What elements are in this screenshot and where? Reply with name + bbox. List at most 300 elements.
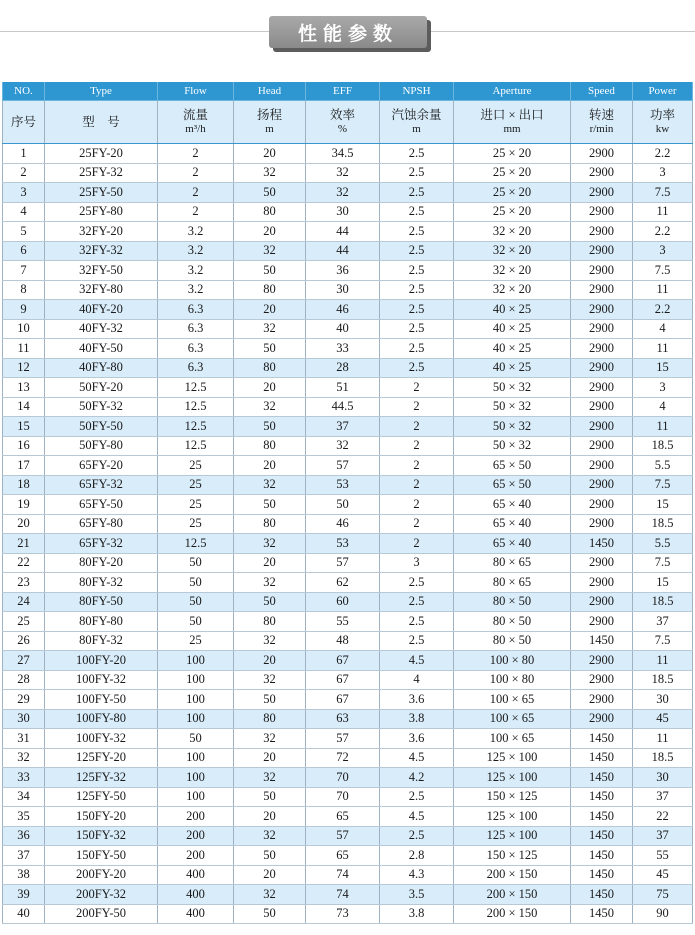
table-cell: 4.3 (380, 865, 454, 885)
table-cell: 400 (158, 885, 234, 905)
table-cell: 200 × 150 (454, 885, 571, 905)
table-cell: 2 (158, 144, 234, 164)
table-cell: 50 (234, 787, 306, 807)
table-cell: 25 (158, 514, 234, 534)
table-cell: 3.8 (380, 709, 454, 729)
table-cell: 100FY-80 (45, 709, 158, 729)
table-cell: 22 (633, 807, 693, 827)
table-cell: 50 (234, 690, 306, 710)
table-cell: 40 (3, 904, 45, 924)
table-cell: 2.5 (380, 592, 454, 612)
table-cell: 40FY-50 (45, 339, 158, 359)
table-cell: 32 (234, 573, 306, 593)
table-cell: 2 (380, 534, 454, 554)
table-cell: 80 × 65 (454, 553, 571, 573)
table-cell: 1450 (571, 885, 633, 905)
performance-table (2, 82, 693, 924)
table-cell: 400 (158, 865, 234, 885)
table-cell: 32 (3, 748, 45, 768)
header-cn-cell (234, 101, 306, 144)
table-cell: 50 (158, 729, 234, 749)
header-cn-cell (633, 101, 693, 144)
table-cell: 12.5 (158, 436, 234, 456)
header-en-cell: Flow (158, 82, 234, 101)
table-row (3, 280, 693, 300)
table-cell: 50 (234, 495, 306, 515)
table-cell: 23 (3, 573, 45, 593)
table-cell: 75 (633, 885, 693, 905)
table-cell: 2.5 (380, 319, 454, 339)
table-cell: 28 (3, 670, 45, 690)
table-cell: 2900 (571, 456, 633, 476)
table-cell: 3.5 (380, 885, 454, 905)
table-cell: 46 (306, 514, 380, 534)
table-cell: 2 (380, 495, 454, 515)
table-cell: 90 (633, 904, 693, 924)
table-row (3, 495, 693, 515)
table-cell: 25 (3, 612, 45, 632)
table-cell: 13 (3, 378, 45, 398)
table-cell: 40 × 25 (454, 339, 571, 359)
table-cell: 30 (633, 768, 693, 788)
table-cell: 20 (234, 865, 306, 885)
table-cell: 65FY-32 (45, 534, 158, 554)
header-en-cell: Type (45, 82, 158, 101)
table-cell: 25 (158, 456, 234, 476)
table-cell: 80 (234, 280, 306, 300)
table-cell: 4.2 (380, 768, 454, 788)
table-cell: 150FY-20 (45, 807, 158, 827)
table-cell: 2.5 (380, 261, 454, 281)
table-cell: 4.5 (380, 748, 454, 768)
table-cell: 28 (306, 358, 380, 378)
title-rule-left (0, 31, 270, 32)
table-cell: 2900 (571, 163, 633, 183)
table-cell: 53 (306, 475, 380, 495)
table-cell: 15 (633, 358, 693, 378)
table-cell: 3 (633, 163, 693, 183)
table-cell: 72 (306, 748, 380, 768)
header-en-cell: Power (633, 82, 693, 101)
table-row (3, 631, 693, 651)
table-cell: 20 (234, 456, 306, 476)
table-cell: 65FY-20 (45, 456, 158, 476)
table-cell: 50 (234, 183, 306, 203)
table-cell: 80 × 50 (454, 631, 571, 651)
table-cell: 2900 (571, 241, 633, 261)
table-cell: 100 (158, 768, 234, 788)
table-cell: 2 (158, 202, 234, 222)
header-en-cell: Head (234, 82, 306, 101)
title-rule-right (428, 31, 695, 32)
table-cell: 57 (306, 456, 380, 476)
table-cell: 65 × 40 (454, 534, 571, 554)
table-cell: 18.5 (633, 436, 693, 456)
table-cell: 200 × 150 (454, 865, 571, 885)
table-cell: 19 (3, 495, 45, 515)
table-cell: 40FY-32 (45, 319, 158, 339)
table-row (3, 144, 693, 164)
table-cell: 7.5 (633, 261, 693, 281)
table-cell: 18 (3, 475, 45, 495)
table-cell: 80 (234, 436, 306, 456)
table-cell: 1450 (571, 904, 633, 924)
table-cell: 100 (158, 690, 234, 710)
table-cell: 150 × 125 (454, 787, 571, 807)
table-cell: 2900 (571, 397, 633, 417)
table-cell: 2900 (571, 573, 633, 593)
table-cell: 20 (234, 807, 306, 827)
table-cell: 4 (380, 670, 454, 690)
table-cell: 6 (3, 241, 45, 261)
table-cell: 37 (633, 826, 693, 846)
header-en-cell: Speed (571, 82, 633, 101)
table-row (3, 358, 693, 378)
table-cell: 2.5 (380, 163, 454, 183)
table-cell: 100 (158, 748, 234, 768)
header-row-chinese (3, 101, 693, 144)
table-cell: 2.5 (380, 826, 454, 846)
table-cell: 51 (306, 378, 380, 398)
table-cell: 32FY-32 (45, 241, 158, 261)
table-cell: 25 × 20 (454, 202, 571, 222)
table-cell: 1450 (571, 534, 633, 554)
table-cell: 50FY-50 (45, 417, 158, 437)
table-cell: 6.3 (158, 300, 234, 320)
table-cell: 2.5 (380, 144, 454, 164)
table-cell: 37 (633, 787, 693, 807)
table-cell: 73 (306, 904, 380, 924)
table-cell: 7.5 (633, 631, 693, 651)
table-cell: 32 (234, 885, 306, 905)
table-cell: 32 (234, 768, 306, 788)
table-cell: 32 (306, 183, 380, 203)
table-cell: 100FY-32 (45, 670, 158, 690)
table-cell: 18.5 (633, 514, 693, 534)
table-cell: 32 (234, 631, 306, 651)
table-cell: 11 (633, 651, 693, 671)
table-cell: 3.6 (380, 729, 454, 749)
table-cell: 6.3 (158, 358, 234, 378)
table-cell: 32 × 20 (454, 280, 571, 300)
table-row (3, 904, 693, 924)
table-row (3, 787, 693, 807)
table-cell: 24 (3, 592, 45, 612)
table-cell: 125FY-32 (45, 768, 158, 788)
table-cell: 2.5 (380, 202, 454, 222)
table-cell: 37 (3, 846, 45, 866)
table-cell: 100FY-32 (45, 729, 158, 749)
table-cell: 32 × 20 (454, 261, 571, 281)
table-cell: 11 (633, 339, 693, 359)
table-cell: 32 (306, 436, 380, 456)
table-cell: 25 × 20 (454, 183, 571, 203)
table-cell: 65 (306, 807, 380, 827)
table-cell: 2900 (571, 475, 633, 495)
table-cell: 20 (234, 300, 306, 320)
table-cell: 125FY-20 (45, 748, 158, 768)
title-banner (0, 0, 695, 60)
table-cell: 25FY-20 (45, 144, 158, 164)
table-cell: 7.5 (633, 553, 693, 573)
table-row (3, 222, 693, 242)
table-cell: 5.5 (633, 534, 693, 554)
table-cell: 40 × 25 (454, 319, 571, 339)
table-cell: 50 × 32 (454, 397, 571, 417)
header-cn-name: 进口 × 出口 (480, 108, 544, 122)
table-cell: 2900 (571, 261, 633, 281)
table-cell: 29 (3, 690, 45, 710)
table-cell: 2900 (571, 222, 633, 242)
header-cn-name: 流量 (182, 108, 208, 122)
table-cell: 39 (3, 885, 45, 905)
table-cell: 74 (306, 865, 380, 885)
table-cell: 14 (3, 397, 45, 417)
header-cn-unit: m (412, 123, 421, 135)
table-cell: 11 (633, 417, 693, 437)
table-cell: 80FY-50 (45, 592, 158, 612)
table-cell: 45 (633, 865, 693, 885)
table-row (3, 709, 693, 729)
table-cell: 2900 (571, 612, 633, 632)
table-cell: 31 (3, 729, 45, 749)
table-body (3, 144, 693, 924)
table-cell: 200FY-50 (45, 904, 158, 924)
table-cell: 7.5 (633, 475, 693, 495)
table-cell: 80 × 65 (454, 573, 571, 593)
header-cn-unit: mm (503, 123, 521, 135)
table-cell: 65 (306, 846, 380, 866)
table-cell: 3.6 (380, 690, 454, 710)
table-cell: 2900 (571, 358, 633, 378)
table-cell: 2900 (571, 339, 633, 359)
table-cell: 48 (306, 631, 380, 651)
header-cn-name: 功率 (649, 108, 675, 122)
table-cell: 100FY-20 (45, 651, 158, 671)
header-cn-unit: r/min (589, 123, 614, 135)
table-cell: 2900 (571, 592, 633, 612)
table-cell: 25 (158, 495, 234, 515)
table-cell: 2900 (571, 202, 633, 222)
table-cell: 44 (306, 222, 380, 242)
table-cell: 2900 (571, 709, 633, 729)
table-cell: 2900 (571, 319, 633, 339)
table-cell: 67 (306, 651, 380, 671)
table-cell: 3.2 (158, 261, 234, 281)
page-title: 性能参数 (269, 16, 427, 48)
table-cell: 400 (158, 904, 234, 924)
table-cell: 4.5 (380, 807, 454, 827)
table-cell: 36 (3, 826, 45, 846)
table-row (3, 826, 693, 846)
table-cell: 50 × 32 (454, 378, 571, 398)
header-cn-unit: % (337, 123, 348, 135)
table-cell: 1450 (571, 768, 633, 788)
table-cell: 2 (158, 183, 234, 203)
table-cell: 1 (3, 144, 45, 164)
table-cell: 32 (234, 397, 306, 417)
table-cell: 32 (234, 163, 306, 183)
table-cell: 2900 (571, 183, 633, 203)
table-cell: 45 (633, 709, 693, 729)
table-cell: 32 (234, 319, 306, 339)
table-row (3, 300, 693, 320)
table-cell: 30 (306, 280, 380, 300)
table-cell: 25FY-50 (45, 183, 158, 203)
table-cell: 65 × 40 (454, 495, 571, 515)
table-cell: 12.5 (158, 397, 234, 417)
table-cell: 12.5 (158, 534, 234, 554)
table-cell: 3.2 (158, 241, 234, 261)
table-cell: 3 (380, 553, 454, 573)
table-cell: 12.5 (158, 378, 234, 398)
table-cell: 50FY-32 (45, 397, 158, 417)
table-cell: 55 (306, 612, 380, 632)
table-cell: 80FY-32 (45, 573, 158, 593)
table-cell: 50 (234, 261, 306, 281)
table-cell: 32 (234, 729, 306, 749)
table-cell: 3 (633, 241, 693, 261)
table-cell: 20 (234, 651, 306, 671)
table-cell: 70 (306, 768, 380, 788)
table-cell: 150 × 125 (454, 846, 571, 866)
table-cell: 4 (633, 397, 693, 417)
table-row (3, 514, 693, 534)
table-cell: 2 (3, 163, 45, 183)
table-cell: 44 (306, 241, 380, 261)
table-cell: 67 (306, 690, 380, 710)
table-cell: 2 (158, 163, 234, 183)
table-cell: 3.2 (158, 280, 234, 300)
table-cell: 25 (158, 631, 234, 651)
table-cell: 65 × 50 (454, 475, 571, 495)
table-cell: 100 (158, 670, 234, 690)
table-cell: 200FY-32 (45, 885, 158, 905)
table-cell: 80FY-20 (45, 553, 158, 573)
table-cell: 30 (633, 690, 693, 710)
table-cell: 2900 (571, 690, 633, 710)
table-cell: 2900 (571, 280, 633, 300)
table-row (3, 456, 693, 476)
table-cell: 2.5 (380, 358, 454, 378)
table-cell: 32 (234, 534, 306, 554)
table-cell: 40FY-80 (45, 358, 158, 378)
table-cell: 100 (158, 787, 234, 807)
table-cell: 32FY-80 (45, 280, 158, 300)
table-row (3, 397, 693, 417)
table-cell: 63 (306, 709, 380, 729)
table-cell: 1450 (571, 865, 633, 885)
table-cell: 11 (3, 339, 45, 359)
table-cell: 57 (306, 826, 380, 846)
table-cell: 50 (158, 573, 234, 593)
table-cell: 50 (158, 612, 234, 632)
table-cell: 80 (234, 709, 306, 729)
table-cell: 32FY-50 (45, 261, 158, 281)
table-cell: 21 (3, 534, 45, 554)
table-cell: 18.5 (633, 592, 693, 612)
table-cell: 3.2 (158, 222, 234, 242)
table-cell: 200 (158, 846, 234, 866)
table-cell: 30 (3, 709, 45, 729)
table-cell: 100 × 80 (454, 670, 571, 690)
table-row (3, 163, 693, 183)
table-row (3, 729, 693, 749)
table-row (3, 261, 693, 281)
header-row-english (3, 82, 693, 101)
header-cn-name: 扬程 (256, 108, 282, 122)
table-cell: 57 (306, 729, 380, 749)
header-cn-cell (306, 101, 380, 144)
table-cell: 20 (234, 748, 306, 768)
table-cell: 26 (3, 631, 45, 651)
table-row (3, 846, 693, 866)
table-cell: 1450 (571, 846, 633, 866)
table-cell: 34 (3, 787, 45, 807)
table-row (3, 573, 693, 593)
table-cell: 50 (234, 339, 306, 359)
table-cell: 46 (306, 300, 380, 320)
table-cell: 15 (3, 417, 45, 437)
header-cn-name: 序号 (10, 115, 36, 129)
table-cell: 50FY-20 (45, 378, 158, 398)
table-cell: 11 (633, 202, 693, 222)
table-cell: 44.5 (306, 397, 380, 417)
table-cell: 20 (3, 514, 45, 534)
table-cell: 34.5 (306, 144, 380, 164)
table-cell: 8 (3, 280, 45, 300)
table-cell: 50 (234, 904, 306, 924)
table-row (3, 319, 693, 339)
table-cell: 74 (306, 885, 380, 905)
table-cell: 1450 (571, 807, 633, 827)
table-cell: 4 (633, 319, 693, 339)
table-cell: 150FY-32 (45, 826, 158, 846)
table-cell: 32 (234, 670, 306, 690)
table-cell: 50 (158, 592, 234, 612)
table-row (3, 885, 693, 905)
header-en-cell: EFF (306, 82, 380, 101)
table-cell: 80 (234, 612, 306, 632)
table-cell: 100 (158, 709, 234, 729)
header-cn-cell (380, 101, 454, 144)
table-cell: 5 (3, 222, 45, 242)
header-en-cell: Aperture (454, 82, 571, 101)
table-cell: 200 (158, 826, 234, 846)
table-row (3, 612, 693, 632)
header-cn-cell (454, 101, 571, 144)
table-cell: 32 (234, 826, 306, 846)
table-cell: 2.5 (380, 787, 454, 807)
table-cell: 80 × 50 (454, 592, 571, 612)
table-cell: 15 (633, 573, 693, 593)
table-cell: 2 (380, 475, 454, 495)
table-cell: 100 × 65 (454, 729, 571, 749)
table-cell: 50 × 32 (454, 436, 571, 456)
table-cell: 20 (234, 378, 306, 398)
table-cell: 125FY-50 (45, 787, 158, 807)
table-row (3, 807, 693, 827)
table-cell: 20 (234, 222, 306, 242)
header-cn-unit: m³/h (185, 123, 206, 135)
table-cell: 2.5 (380, 183, 454, 203)
header-en-cell: NO. (3, 82, 45, 101)
table-row (3, 241, 693, 261)
table-cell: 25 × 20 (454, 163, 571, 183)
table-cell: 2900 (571, 417, 633, 437)
table-cell: 50 (234, 417, 306, 437)
table-cell: 125 × 100 (454, 768, 571, 788)
